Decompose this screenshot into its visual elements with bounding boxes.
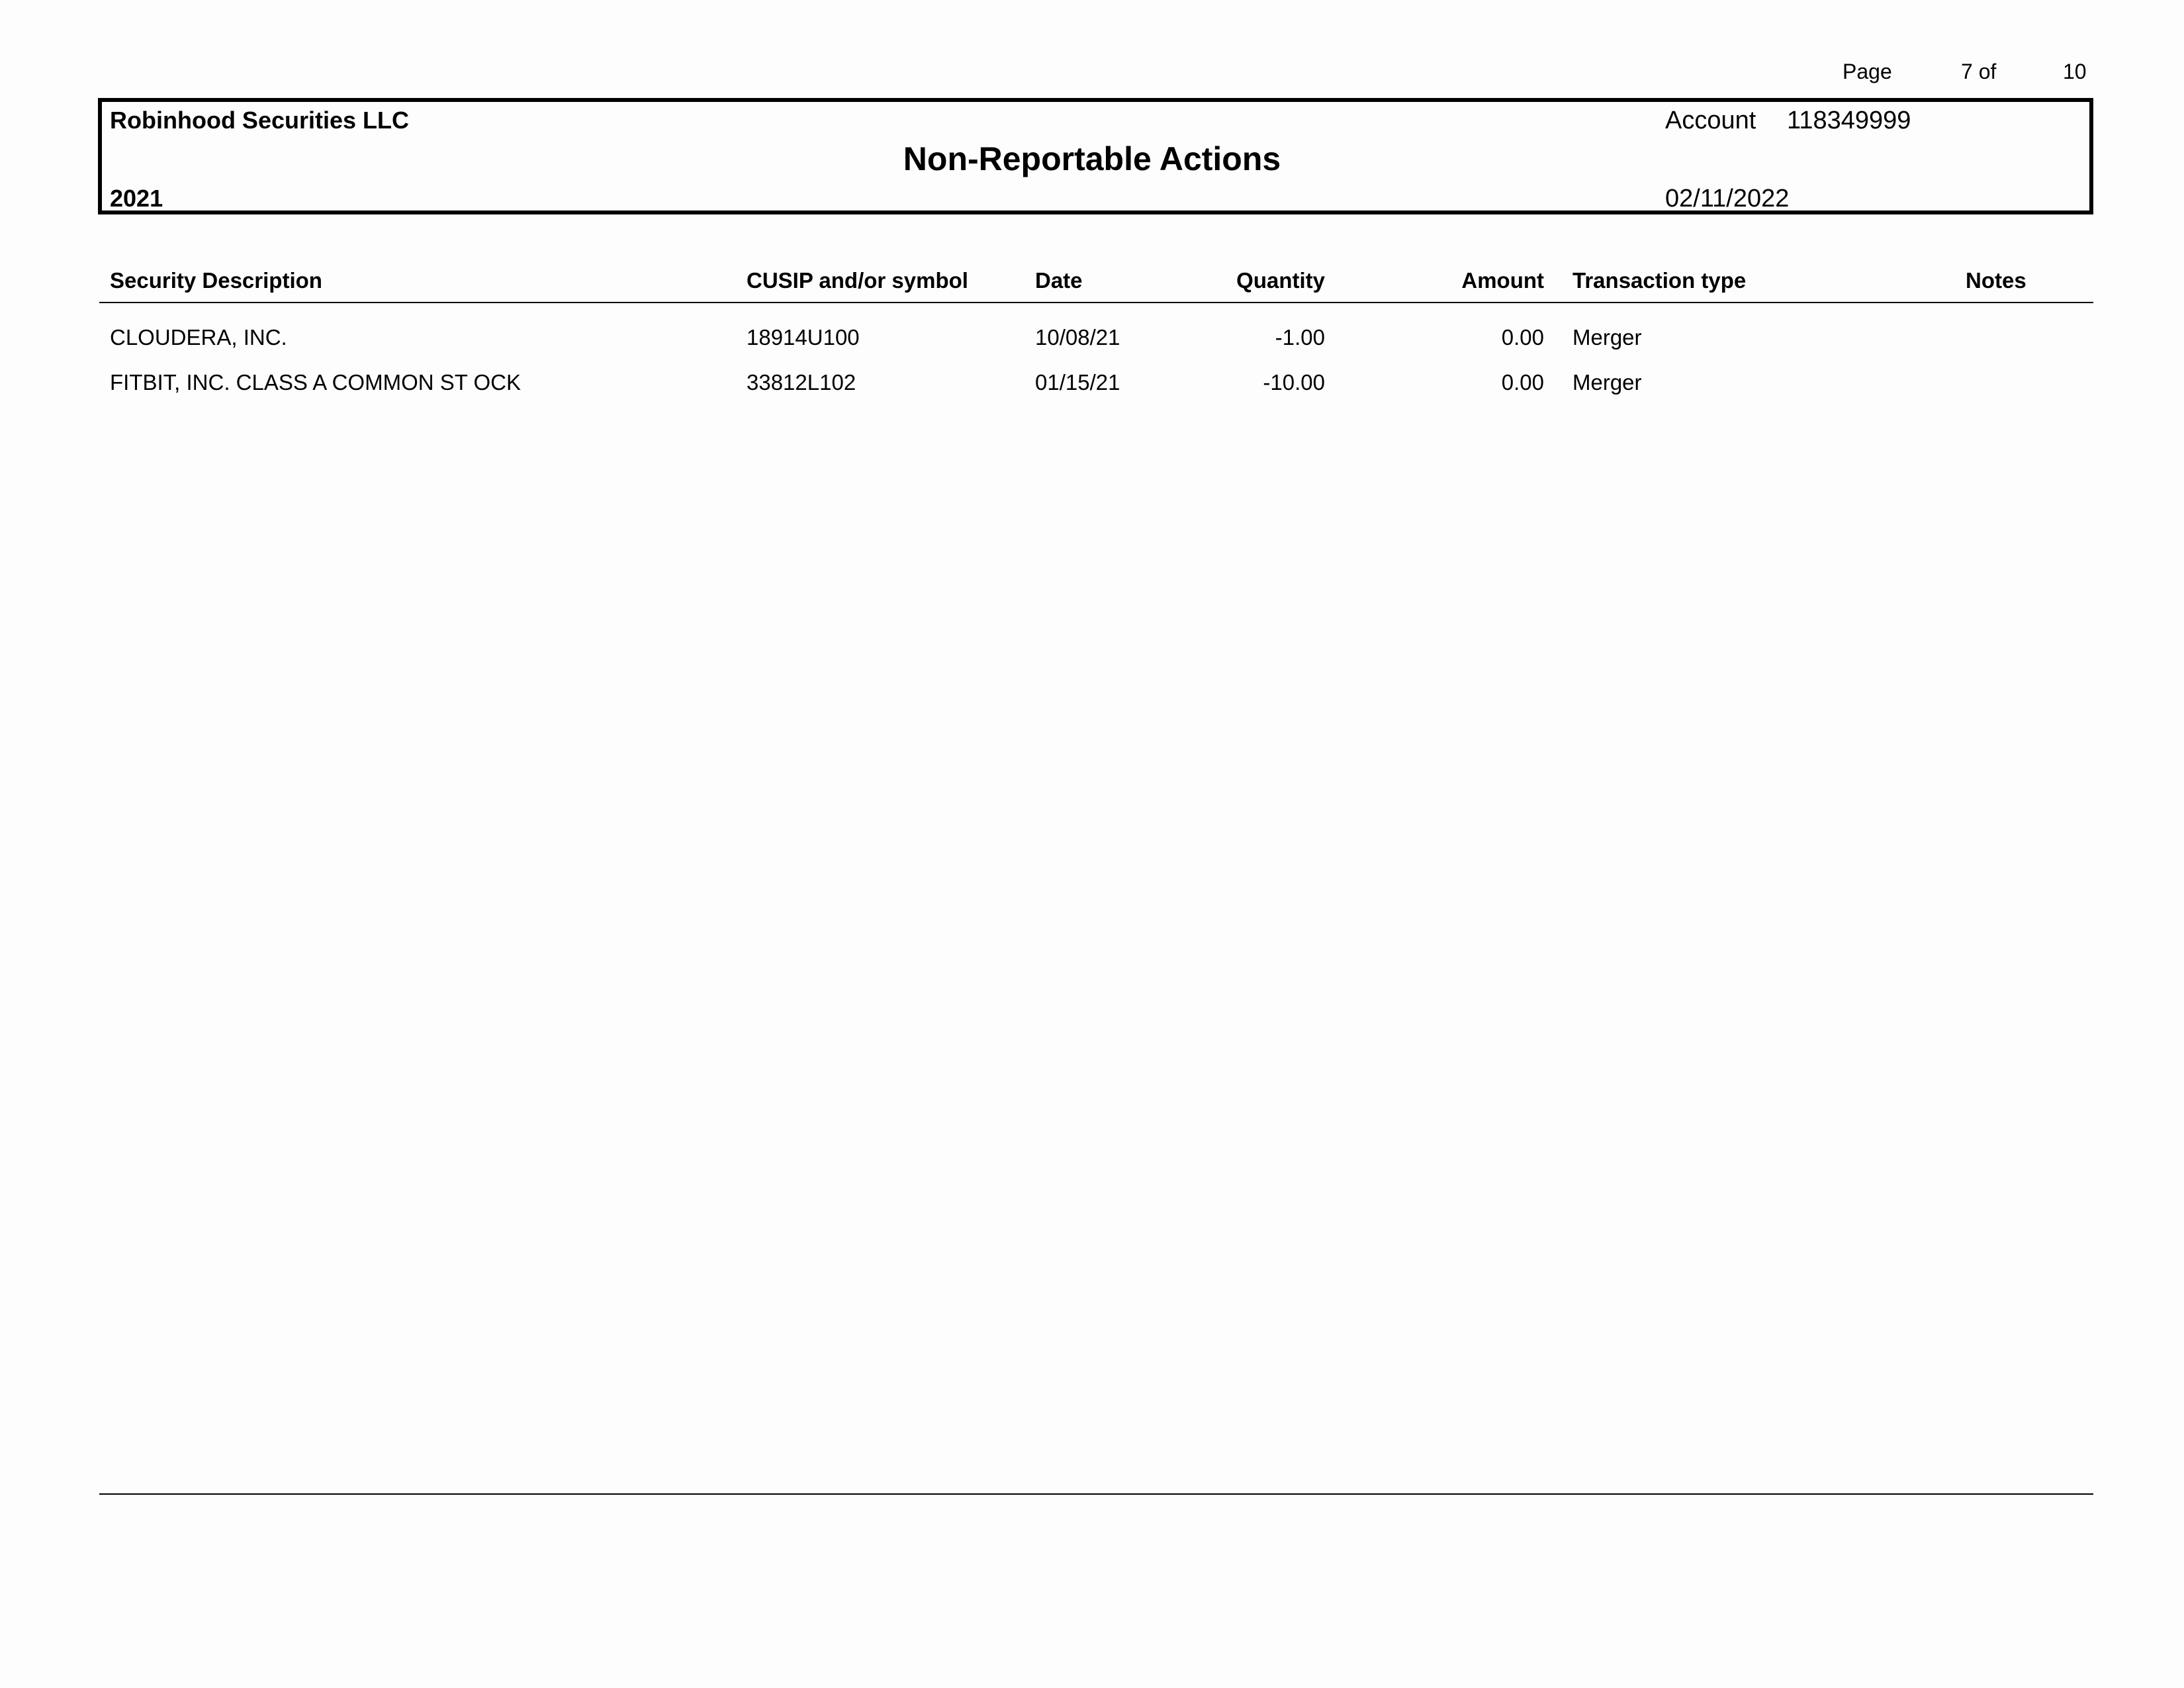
- table-header-divider: [99, 302, 2093, 303]
- amount: 0.00: [1501, 325, 1544, 350]
- amount: 0.00: [1501, 370, 1544, 395]
- quantity: -1.00: [1275, 325, 1325, 350]
- column-header-cusip: CUSIP and/or symbol: [747, 268, 968, 293]
- statement-date: 02/11/2022: [1665, 185, 1790, 212]
- cusip: 18914U100: [747, 325, 860, 350]
- page-title: Non-Reportable Actions: [903, 140, 1281, 177]
- page-label: Page: [1843, 60, 1892, 83]
- transaction-date: 10/08/21: [1035, 325, 1120, 350]
- security-description: CLOUDERA, INC.: [110, 325, 287, 350]
- quantity: -10.00: [1263, 370, 1325, 395]
- account-number: 118349999: [1787, 107, 1911, 134]
- column-header-quantity: Quantity: [1236, 268, 1325, 293]
- company-name: Robinhood Securities LLC: [110, 107, 410, 134]
- transaction-type: Merger: [1572, 325, 1642, 350]
- transaction-type: Merger: [1572, 370, 1642, 395]
- page-total: 10: [2063, 60, 2087, 83]
- footer-divider: [99, 1493, 2093, 1495]
- column-header-notes: Notes: [1966, 268, 2026, 293]
- column-header-transaction-type: Transaction type: [1572, 268, 1747, 293]
- security-description: FITBIT, INC. CLASS A COMMON ST OCK: [110, 370, 521, 395]
- tax-year: 2021: [110, 185, 163, 212]
- column-header-date: Date: [1035, 268, 1083, 293]
- column-header-amount: Amount: [1461, 268, 1544, 293]
- column-header-description: Security Description: [110, 268, 322, 293]
- transaction-date: 01/15/21: [1035, 370, 1120, 395]
- page-number: 7 of: [1961, 60, 1997, 83]
- account-label: Account: [1665, 107, 1756, 134]
- cusip: 33812L102: [747, 370, 856, 395]
